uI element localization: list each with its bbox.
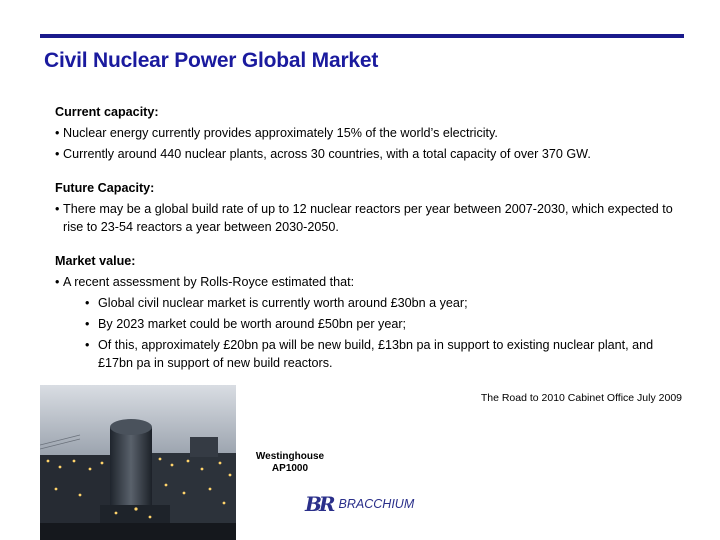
bullet-item: • Currently around 440 nuclear plants, across 30 countries, with a total capacity of over 370 GW. xyxy=(55,145,685,163)
title-rule xyxy=(40,34,684,38)
slide-title: Civil Nuclear Power Global Market xyxy=(44,49,379,72)
photo-caption xyxy=(244,451,336,475)
sub-bullet-item: • Global civil nuclear market is currently worth around £30bn a year; xyxy=(85,294,685,312)
section-heading: Current capacity: xyxy=(55,105,159,119)
bracchium-logo xyxy=(305,492,414,516)
section-current-capacity xyxy=(55,103,685,163)
section-future-capacity xyxy=(55,179,685,236)
logo-text: BRACCHIUM xyxy=(338,497,415,511)
bullet-item: • There may be a global build rate of up to 12 nuclear reactors per year between 2007-2030, which expected to rise to 23-54 reactors a year between 2030-2050. xyxy=(55,200,685,236)
caption-line: Westinghouse xyxy=(255,451,325,462)
logo-mark: BR xyxy=(305,492,333,516)
bullet-item: • Nuclear energy currently provides approximately 15% of the world’s electricity. xyxy=(55,124,685,142)
sub-bullet-item: • Of this, approximately £20bn pa will be new build, £13bn pa in support to existing nuclear plant, and £17bn pa in support of new build reactors. xyxy=(85,336,685,372)
caption-line: AP1000 xyxy=(271,463,309,474)
section-heading: Future Capacity: xyxy=(55,181,155,195)
section-market-value xyxy=(55,252,685,372)
section-heading: Market value: xyxy=(55,254,136,268)
reactor-photo xyxy=(40,385,236,540)
source-citation: The Road to 2010 Cabinet Office July 2009 xyxy=(480,392,682,404)
bullet-item: • A recent assessment by Rolls-Royce estimated that: xyxy=(55,273,685,291)
sub-bullet-item: • By 2023 market could be worth around £50bn per year; xyxy=(85,315,685,333)
reactor-photo-illustration xyxy=(40,385,236,540)
slide-body xyxy=(55,103,685,388)
